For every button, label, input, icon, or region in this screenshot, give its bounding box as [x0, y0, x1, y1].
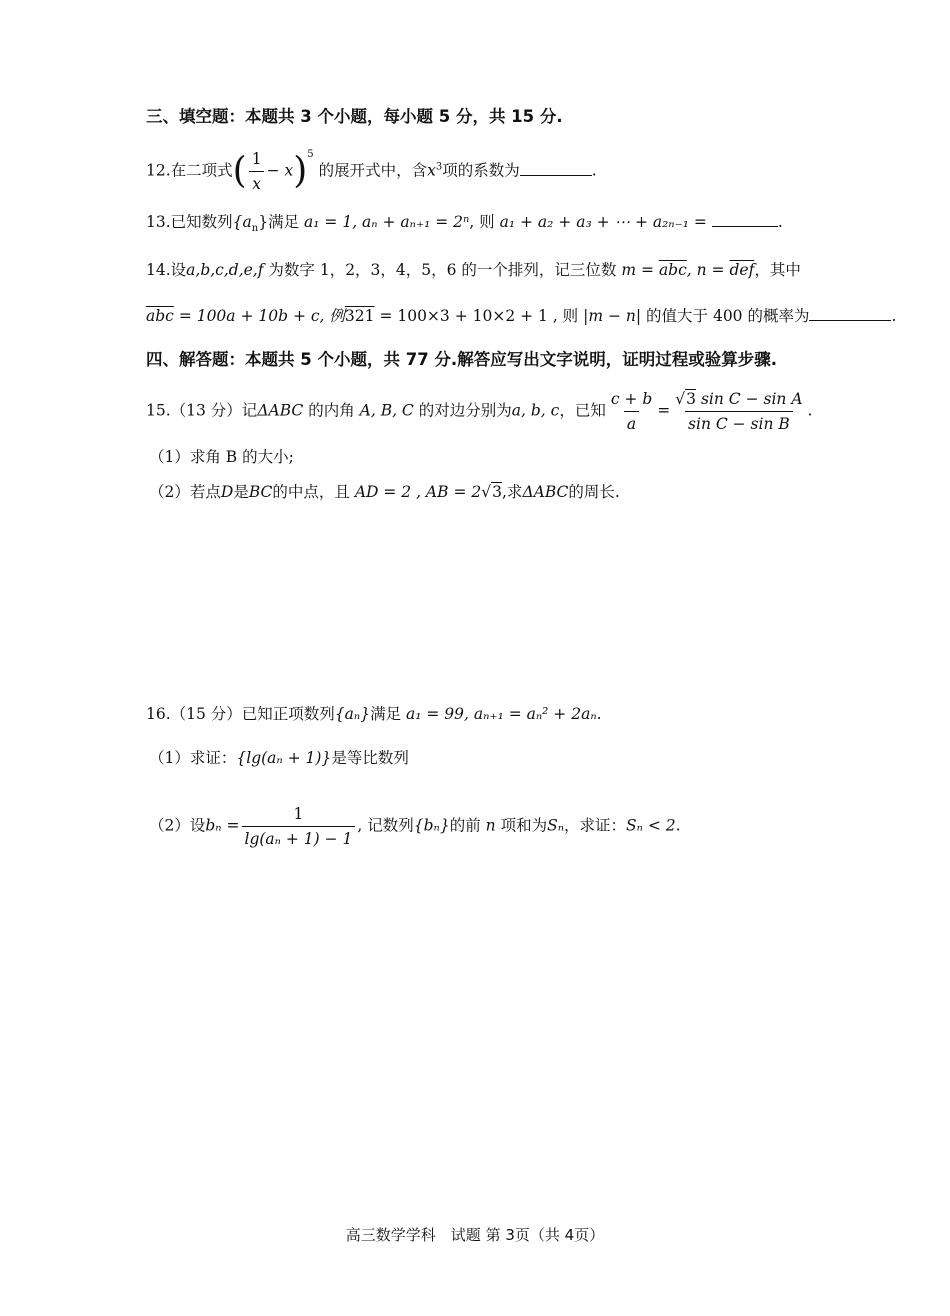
q12-suffix: 项的系数为 — [442, 161, 520, 180]
q15-rhs-den: sin C − sin B — [685, 411, 793, 435]
q14-example-expr: = 100×3 + 10×2 + 1 , 则 — [379, 307, 579, 325]
q16-p1-expr: {lg(aₙ + 1)} — [236, 749, 332, 767]
q15-p2-AD: AD = 2 , AB = 2 — [354, 483, 482, 501]
q14-n-eq: , n = — [686, 261, 725, 279]
q12-exponent: 5 — [307, 149, 314, 161]
q16-p2-seq: {bₙ} — [413, 816, 450, 835]
q16-end: . — [596, 705, 602, 723]
q16-p2-prefix: （2）设 — [149, 816, 206, 835]
q16-condition: a₁ = 99, aₙ₊₁ = aₙ² + 2aₙ — [406, 705, 597, 723]
q14-line1-mid: 为数字 1，2，3，4，5，6 的一个排列，记三位数 — [268, 261, 617, 279]
q15-rhs-num: √3 sin C − sin A — [675, 390, 803, 408]
q14-def: $\overline{def}$ — [729, 261, 755, 279]
q14-line2-mid: 的值大于 400 的概率为 — [646, 307, 810, 325]
page-footer: 高三数学学科 试题 第 3页（共 4页） — [345, 1226, 605, 1244]
q15-mid1: 的内角 — [308, 401, 355, 420]
q16-cond-label: 满足 — [370, 705, 402, 723]
q16-p2-mid2: 的前 — [449, 816, 481, 835]
q12-power: 3 — [435, 161, 443, 173]
q13-sum: a₁ + a₂ + a₃ + ⋯ + a₂ₙ₋₁ = — [499, 213, 707, 231]
q15-rhs-fraction — [672, 388, 805, 435]
q16-seq: {aₙ} — [334, 705, 371, 723]
q16-prefix: 16.（15 分）已知正项数列 — [146, 705, 335, 723]
q12-prefix: 12.在二项式 — [146, 161, 233, 180]
q16-p2-den: lg(aₙ + 1) − 1 — [242, 826, 356, 850]
q16-p1-suffix: 是等比数列 — [331, 749, 409, 767]
q12-frac-num: 1 — [251, 150, 262, 168]
q15-part-2: （2）若点D是BC的中点，且 AD = 2 , AB = 2√3,求ΔABC的周长. — [149, 483, 620, 501]
q16-p2-n: n — [485, 816, 496, 835]
q15-triangle: ΔABC — [257, 401, 304, 420]
q16-p2-bn: bₙ = — [205, 816, 240, 835]
q16-p2-fraction — [242, 803, 356, 850]
q15-lhs-num: c + b — [610, 390, 653, 408]
q13-seq-sub: n — [251, 223, 259, 235]
right-paren: ) — [293, 150, 308, 192]
q14-prefix: 14.设 — [146, 261, 187, 279]
q16-p2-mid4: ，求证： — [564, 816, 627, 835]
question-12 — [146, 148, 597, 195]
q14-end: . — [891, 307, 897, 325]
q12-answer-blank[interactable] — [520, 161, 592, 176]
section-4-heading: 四、解答题：本题共 5 个小题，共 77 分.解答应写出文字说明，证明过程或验算步骤. — [146, 350, 777, 369]
q13-condition: a₁ = 1, aₙ + aₙ₊₁ = 2ⁿ — [304, 213, 470, 231]
q13-seq-close: } — [258, 213, 269, 231]
q15-mid2: 的对边分别为 — [418, 401, 512, 420]
q16-part-2 — [149, 803, 681, 850]
q15-p2-BC: BC — [248, 483, 273, 501]
q14-answer-blank[interactable] — [809, 306, 891, 321]
q14-example-number: 321 — [344, 307, 375, 325]
q16-p1-prefix: （1）求证： — [149, 749, 237, 767]
question-16 — [146, 703, 602, 725]
q15-prefix: 15.（13 分）记 — [146, 401, 258, 420]
q16-p2-Sn: Sₙ — [547, 816, 564, 835]
question-14-line-1 — [146, 259, 801, 281]
q16-p2-claim: Sₙ < 2 — [626, 816, 676, 835]
q15-sides: a, b, c — [511, 401, 560, 420]
q15-equals: = — [657, 401, 671, 420]
q13-answer-blank[interactable] — [712, 212, 778, 227]
q16-part-1 — [149, 747, 409, 769]
question-13 — [146, 211, 783, 240]
q12-var: x — [427, 161, 436, 180]
q16-p2-mid3: 项和为 — [500, 816, 548, 835]
q15-p2-triangle: ΔABC — [522, 483, 569, 501]
q15-p2-end: 的周长. — [568, 483, 620, 501]
question-15 — [146, 388, 812, 435]
q15-p2-is: 是 — [233, 483, 249, 501]
q15-part-1: （1）求角 B 的大小; — [149, 448, 294, 466]
q15-p2-tail: ,求 — [502, 483, 523, 501]
q16-p2-num: 1 — [293, 805, 304, 823]
q13-cond-label: 满足 — [268, 213, 300, 231]
q15-p2-D: D — [220, 483, 234, 501]
q15-p2-sqrt3: 3 — [492, 483, 502, 501]
question-14-line-2 — [146, 305, 896, 327]
q13-prefix: 13.已知数列 — [146, 213, 233, 231]
left-paren: ( — [232, 150, 247, 192]
q14-letters: a,b,c,d,e,f — [186, 261, 264, 279]
q14-abc: $\overline{abc}$ — [658, 261, 687, 279]
q15-mid3: ，已知 — [559, 401, 606, 420]
q15-p2-mid: 的中点，且 — [272, 483, 350, 501]
section-3-heading: 三、填空题：本题共 3 个小题，每小题 5 分，共 15 分. — [146, 107, 563, 126]
q15-angles: A, B, C — [359, 401, 414, 420]
q12-fraction — [249, 148, 265, 195]
q14-line2-expr: = 100a + 10b + c, 例 — [178, 307, 345, 325]
q14-line1-end: ，其中 — [754, 261, 801, 279]
q14-m-eq: m = — [621, 261, 654, 279]
q16-p2-end: . — [675, 816, 681, 835]
q14-line2-abc: $\overline{abc}$ — [146, 307, 174, 325]
q15-lhs-den: a — [624, 411, 639, 435]
q13-end: . — [777, 213, 783, 231]
q13-seq: {a — [232, 213, 252, 231]
q12-end: . — [591, 161, 597, 180]
q12-minus-x: − x — [266, 161, 294, 180]
q15-lhs-fraction — [608, 388, 655, 435]
q12-mid: 的展开式中，含 — [318, 161, 428, 180]
q15-p2-prefix: （2）若点 — [149, 483, 221, 501]
q14-abs: |m − n| — [583, 307, 642, 325]
q12-frac-den: x — [249, 171, 264, 195]
q15-end: . — [807, 401, 813, 420]
q13-then: , 则 — [469, 213, 495, 231]
q16-p2-mid: , 记数列 — [357, 816, 414, 835]
